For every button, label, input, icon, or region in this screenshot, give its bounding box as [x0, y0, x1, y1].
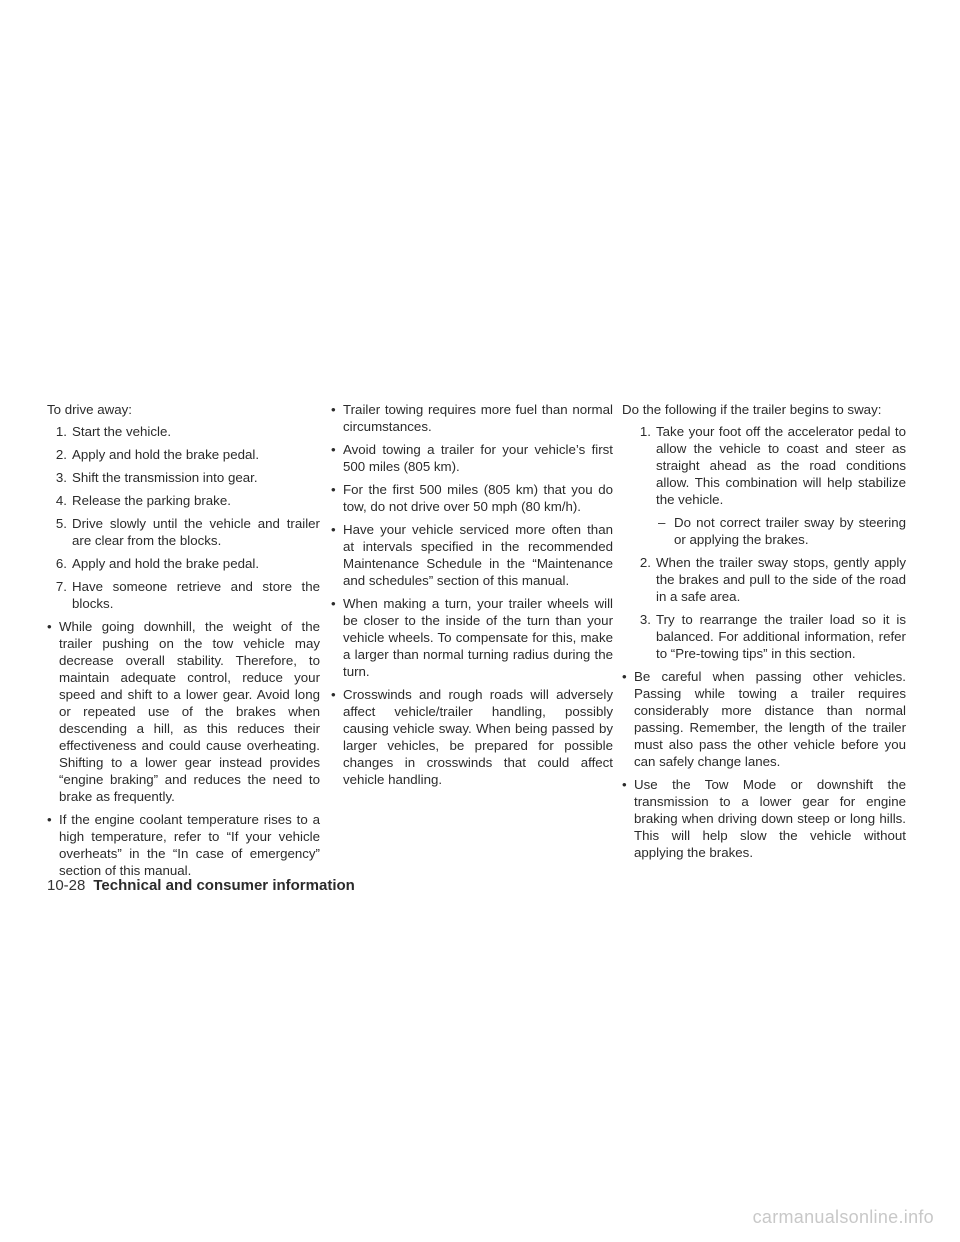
bullet-icon: • [622, 669, 627, 684]
bullet-icon: • [331, 442, 336, 457]
drive-step: 4. Release the parking brake. [55, 493, 231, 508]
drive-step: 2. Apply and hold the brake pedal. [55, 447, 260, 462]
bullet-icon: • [331, 522, 336, 537]
dash-icon: – [658, 515, 666, 530]
sway-step: 1. Take your foot off the accelerator pedal to allow the vehicle to coast and steer as straight ahead as the road conditions allow. This combination will help stabilize the vehicle. [639, 424, 906, 507]
bullet-icon: • [331, 687, 336, 702]
drive-step: 1. Start the vehicle. [55, 424, 172, 439]
bullet-item: • While going downhill, the weight of the trailer pushing on the tow vehicle may decrease overall stability. Therefore, to maintain adequate control, reduce your speed and shift to a lower gear. Avoid long or repeated use of the brakes when descending a hill, as this reduces their effectiveness and could cause overheating. Shifting to a lower gear instead provides “engine braking” and reduces the need to brake as frequently. [47, 619, 320, 804]
dash-item: – Do not correct trailer sway by steering or applying the brakes. [658, 515, 906, 547]
page-number: 10-28 [47, 877, 86, 894]
bullet-item: • For the first 500 miles (805 km) that you do tow, do not drive over 50 mph (80 km/h). [331, 482, 613, 514]
bullet-icon: • [47, 619, 52, 634]
bullet-icon: • [331, 482, 336, 497]
drive-step: 7. Have someone retrieve and store the blocks. [55, 579, 320, 611]
sway-intro: Do the following if the trailer begins to sway: [622, 402, 882, 417]
bullet-item: • Be careful when passing other vehicles. Passing while towing a trailer requires considerably more distance than normal passing. Remember, the length of the trailer must also pass the other vehicle before you can safely change lanes. [622, 669, 906, 769]
drive-step: 6. Apply and hold the brake pedal. [55, 556, 260, 571]
watermark: carmanualsonline.info [752, 1207, 934, 1227]
bullet-item: • When making a turn, your trailer wheels will be closer to the inside of the turn than your vehicle wheels. To compensate for this, make a larger than normal turning radius during the turn. [331, 596, 613, 679]
bullet-icon: • [47, 812, 52, 827]
sway-step: 2. When the trailer sway stops, gently apply the brakes and pull to the side of the road in a safe area. [639, 555, 906, 604]
sway-step: 3. Try to rearrange the trailer load so it is balanced. For additional information, refer to “Pre-towing tips” in this section. [639, 612, 906, 661]
drive-step: 5. Drive slowly until the vehicle and trailer are clear from the blocks. [55, 516, 320, 548]
bullet-item: • Avoid towing a trailer for your vehicle’s first 500 miles (805 km). [331, 442, 613, 474]
bullet-icon: • [622, 777, 627, 792]
bullet-icon: • [331, 402, 336, 417]
bullet-icon: • [331, 596, 336, 611]
middle-column [331, 401, 613, 794]
bullet-item: • Have your vehicle serviced more often than at intervals specified in the recommended Maintenance Schedule in the “Maintenance and schedules” section of this manual. [331, 522, 613, 588]
drive-away-intro: To drive away: [47, 402, 132, 417]
bullet-item: • Crosswinds and rough roads will adversely affect vehicle/trailer handling, possibly causing vehicle sway. When being passed by larger vehicles, be prepared for possible changes in crosswinds that could affect vehicle handling. [331, 687, 613, 787]
bullet-item: • If the engine coolant temperature rises to a high temperature, refer to “If your vehicle overheats” in the “In case of emergency” section of this manual. [47, 812, 320, 878]
bullet-item: • Use the Tow Mode or downshift the transmission to a lower gear for engine braking when driving down steep or long hills. This will help slow the vehicle without applying the brakes. [622, 777, 906, 860]
left-column [47, 401, 320, 885]
section-title: Technical and consumer information [93, 877, 355, 894]
bullet-item: • Trailer towing requires more fuel than normal circumstances. [331, 402, 613, 434]
right-column [622, 401, 906, 867]
page-footer [47, 877, 355, 894]
drive-step: 3. Shift the transmission into gear. [55, 470, 258, 485]
